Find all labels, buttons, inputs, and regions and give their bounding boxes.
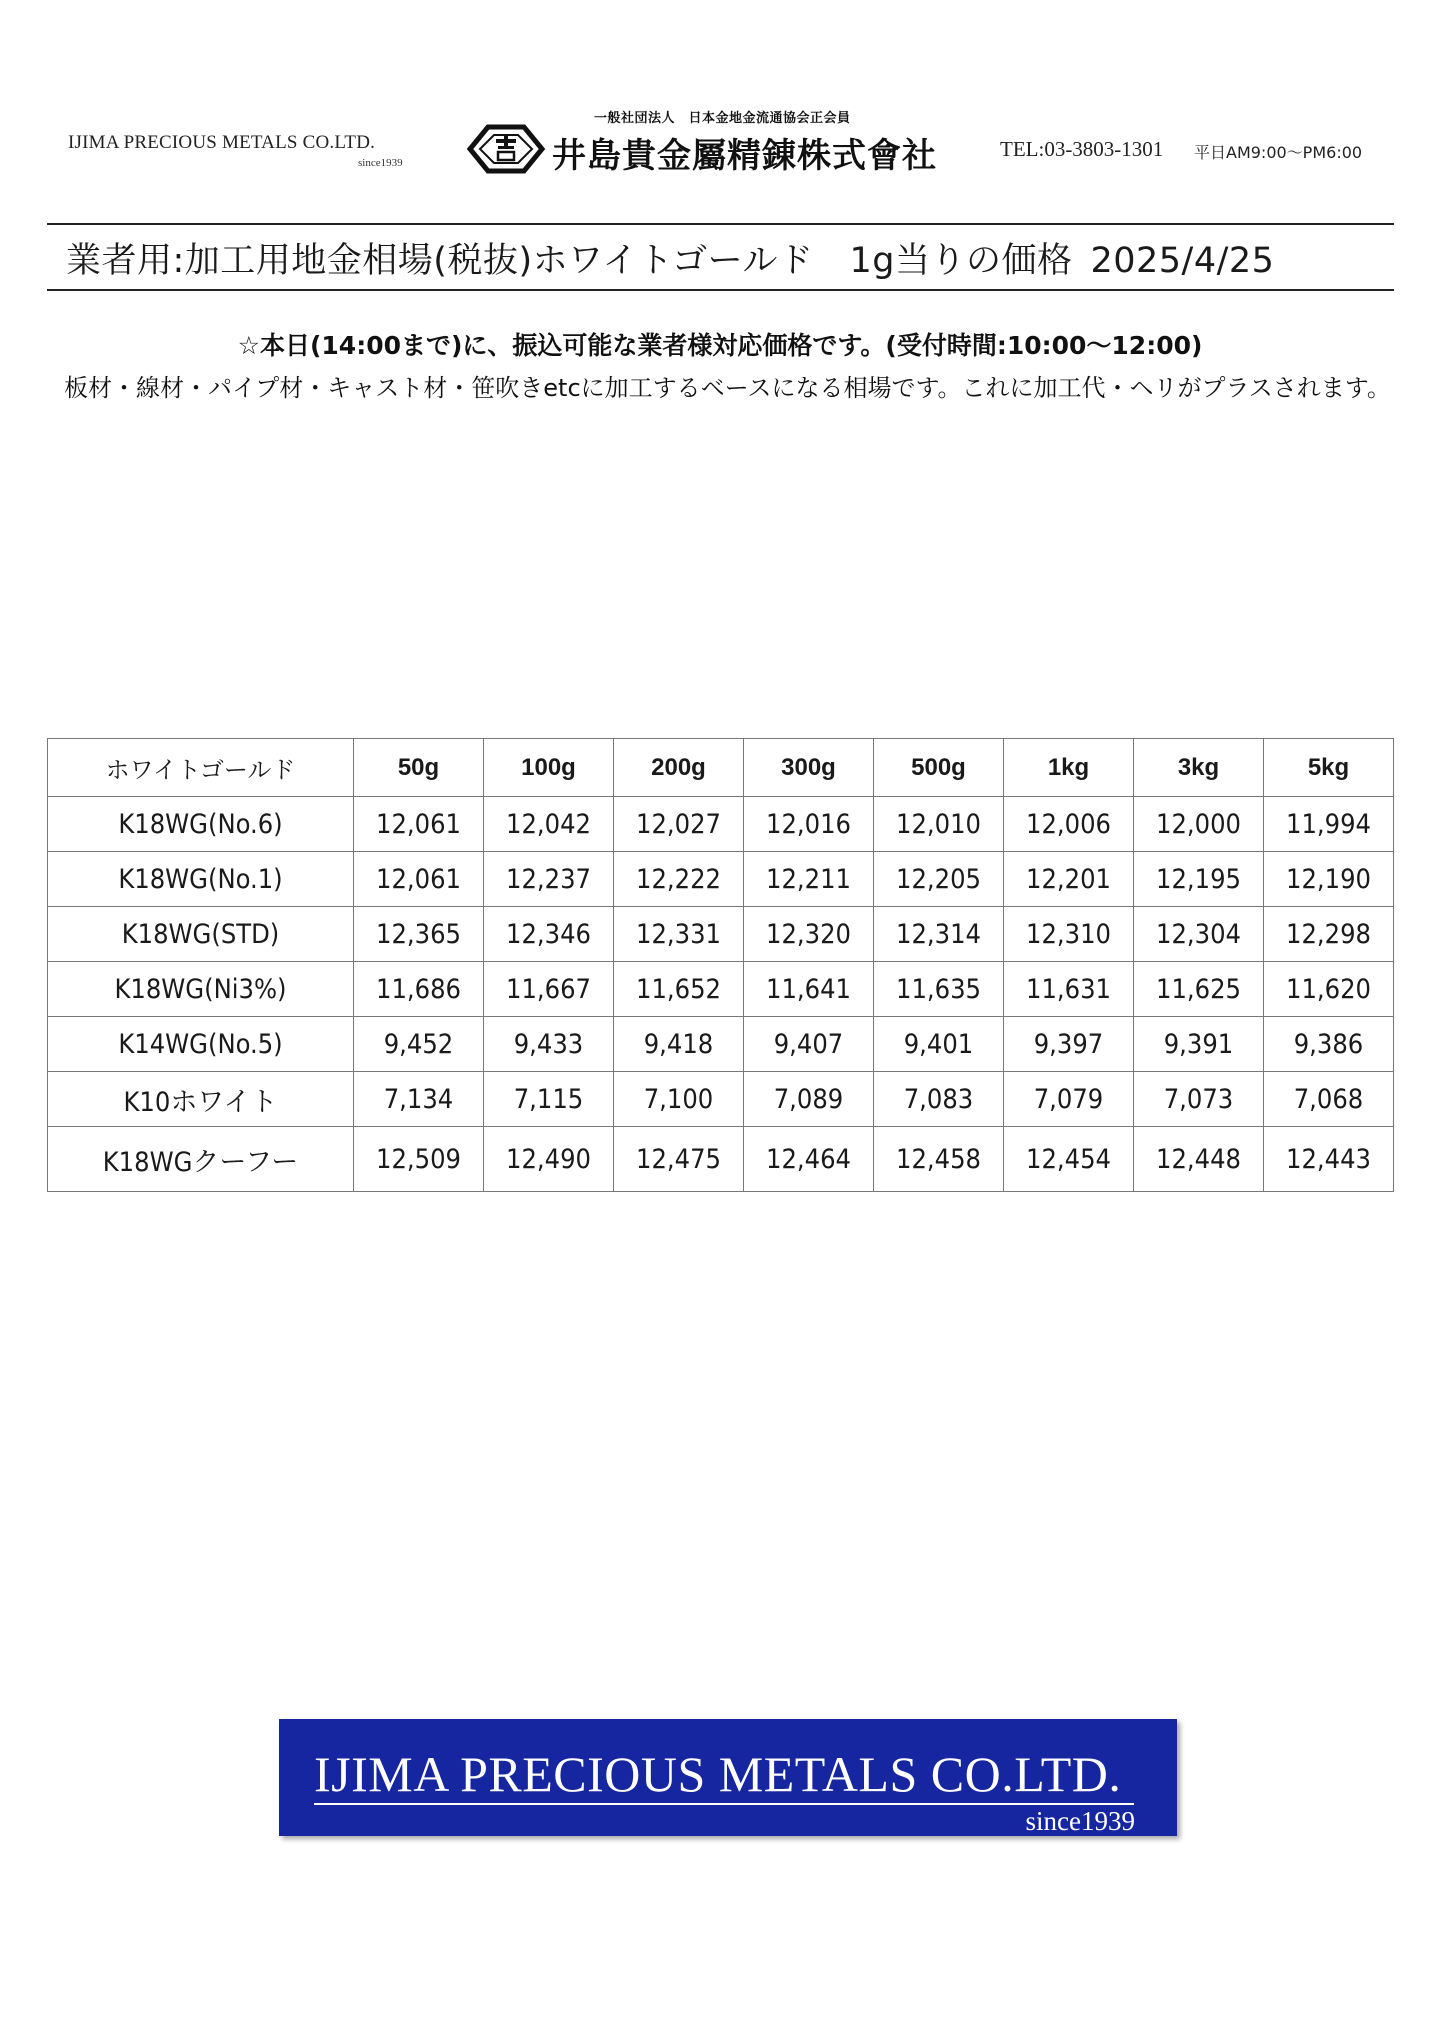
price-cell: 11,686 bbox=[354, 962, 484, 1017]
price-cell: 12,006 bbox=[1004, 797, 1134, 852]
price-cell: 9,433 bbox=[484, 1017, 614, 1072]
column-header-alloy: ホワイトゴールド bbox=[48, 739, 354, 797]
price-cell: 12,211 bbox=[744, 852, 874, 907]
price-cell: 12,042 bbox=[484, 797, 614, 852]
company-name-en: IJIMA PRECIOUS METALS CO.LTD. bbox=[68, 132, 376, 153]
price-cell: 12,298 bbox=[1264, 907, 1394, 962]
price-cell: 12,490 bbox=[484, 1127, 614, 1192]
price-cell: 9,407 bbox=[744, 1017, 874, 1072]
alloy-name: K14WG(No.5) bbox=[48, 1017, 354, 1072]
price-cell: 12,331 bbox=[614, 907, 744, 962]
price-cell: 11,994 bbox=[1264, 797, 1394, 852]
price-cell: 12,027 bbox=[614, 797, 744, 852]
price-cell: 7,079 bbox=[1004, 1072, 1134, 1127]
column-header-weight: 100g bbox=[484, 739, 614, 797]
table-row bbox=[48, 962, 1394, 1017]
price-cell: 9,452 bbox=[354, 1017, 484, 1072]
price-cell: 12,458 bbox=[874, 1127, 1004, 1192]
column-header-weight: 200g bbox=[614, 739, 744, 797]
company-logo-icon bbox=[466, 121, 546, 177]
price-cell: 9,401 bbox=[874, 1017, 1004, 1072]
title-date: 2025/4/25 bbox=[1090, 241, 1275, 281]
price-cell: 7,134 bbox=[354, 1072, 484, 1127]
column-header-weight: 50g bbox=[354, 739, 484, 797]
price-cell: 7,115 bbox=[484, 1072, 614, 1127]
price-cell: 9,386 bbox=[1264, 1017, 1394, 1072]
price-cell: 11,620 bbox=[1264, 962, 1394, 1017]
price-cell: 12,000 bbox=[1134, 797, 1264, 852]
price-cell: 12,509 bbox=[354, 1127, 484, 1192]
page-title bbox=[66, 233, 1274, 283]
price-cell: 7,068 bbox=[1264, 1072, 1394, 1127]
column-header-weight: 500g bbox=[874, 739, 1004, 797]
price-cell: 11,631 bbox=[1004, 962, 1134, 1017]
table-row bbox=[48, 797, 1394, 852]
price-cell: 12,061 bbox=[354, 797, 484, 852]
price-cell: 7,100 bbox=[614, 1072, 744, 1127]
price-cell: 9,418 bbox=[614, 1017, 744, 1072]
page-header bbox=[0, 0, 1440, 220]
price-cell: 12,190 bbox=[1264, 852, 1394, 907]
table-header-row bbox=[48, 739, 1394, 797]
title-bottom-divider bbox=[47, 289, 1394, 291]
price-cell: 11,625 bbox=[1134, 962, 1264, 1017]
price-cell: 12,346 bbox=[484, 907, 614, 962]
title-unit: 1g当りの価格 bbox=[849, 241, 1073, 281]
table-row bbox=[48, 1127, 1394, 1192]
price-table bbox=[47, 738, 1394, 1192]
price-cell: 12,205 bbox=[874, 852, 1004, 907]
price-cell: 12,061 bbox=[354, 852, 484, 907]
title-main: 業者用:加工用地金相場(税抜)ホワイトゴールド bbox=[66, 241, 814, 281]
banner-company-name: IJIMA PRECIOUS METALS CO.LTD. bbox=[314, 1746, 1122, 1802]
price-cell: 12,304 bbox=[1134, 907, 1264, 962]
price-cell: 11,635 bbox=[874, 962, 1004, 1017]
price-cell: 12,195 bbox=[1134, 852, 1264, 907]
table-row bbox=[48, 907, 1394, 962]
price-cell: 7,083 bbox=[874, 1072, 1004, 1127]
alloy-name: K18WG(No.1) bbox=[48, 852, 354, 907]
price-cell: 9,397 bbox=[1004, 1017, 1134, 1072]
title-top-divider bbox=[47, 223, 1394, 225]
company-name-ja: 井島貴金屬精錬株式會社 bbox=[552, 136, 937, 176]
price-cell: 12,475 bbox=[614, 1127, 744, 1192]
price-cell: 12,010 bbox=[874, 797, 1004, 852]
business-hours: 平日AM9:00～PM6:00 bbox=[1194, 143, 1363, 162]
company-since: since1939 bbox=[358, 157, 403, 169]
notice-description: 板材・線材・パイプ材・キャスト材・笹吹きetcに加工するベースになる相場です。これに加工代・ヘリがプラスされます。 bbox=[64, 374, 1391, 402]
company-banner bbox=[279, 1719, 1177, 1836]
price-cell: 7,089 bbox=[744, 1072, 874, 1127]
table-row bbox=[48, 852, 1394, 907]
column-header-weight: 1kg bbox=[1004, 739, 1134, 797]
phone-number: TEL:03-3803-1301 bbox=[1000, 137, 1164, 161]
alloy-name: K18WG(STD) bbox=[48, 907, 354, 962]
price-cell: 12,320 bbox=[744, 907, 874, 962]
association-membership: 一般社団法人 日本金地金流通協会正会員 bbox=[594, 111, 851, 126]
price-cell: 11,652 bbox=[614, 962, 744, 1017]
table-row bbox=[48, 1017, 1394, 1072]
price-cell: 9,391 bbox=[1134, 1017, 1264, 1072]
alloy-name: K10ホワイト bbox=[48, 1072, 354, 1127]
table-row bbox=[48, 1072, 1394, 1127]
column-header-weight: 300g bbox=[744, 739, 874, 797]
price-cell: 12,443 bbox=[1264, 1127, 1394, 1192]
column-header-weight: 3kg bbox=[1134, 739, 1264, 797]
price-cell: 11,641 bbox=[744, 962, 874, 1017]
price-cell: 12,237 bbox=[484, 852, 614, 907]
notice-deadline: ☆本日(14:00まで)に、振込可能な業者様対応価格です。(受付時間:10:00～12:00) bbox=[237, 331, 1203, 360]
banner-underline bbox=[314, 1803, 1134, 1805]
price-cell: 12,222 bbox=[614, 852, 744, 907]
price-cell: 12,201 bbox=[1004, 852, 1134, 907]
price-cell: 12,464 bbox=[744, 1127, 874, 1192]
alloy-name: K18WG(No.6) bbox=[48, 797, 354, 852]
price-cell: 12,310 bbox=[1004, 907, 1134, 962]
alloy-name: K18WGクーフー bbox=[48, 1127, 354, 1192]
price-cell: 11,667 bbox=[484, 962, 614, 1017]
price-cell: 12,314 bbox=[874, 907, 1004, 962]
price-cell: 12,448 bbox=[1134, 1127, 1264, 1192]
column-header-weight: 5kg bbox=[1264, 739, 1394, 797]
banner-since: since1939 bbox=[1025, 1806, 1135, 1836]
price-cell: 12,016 bbox=[744, 797, 874, 852]
alloy-name: K18WG(Ni3%) bbox=[48, 962, 354, 1017]
price-cell: 12,454 bbox=[1004, 1127, 1134, 1192]
price-cell: 12,365 bbox=[354, 907, 484, 962]
price-cell: 7,073 bbox=[1134, 1072, 1264, 1127]
